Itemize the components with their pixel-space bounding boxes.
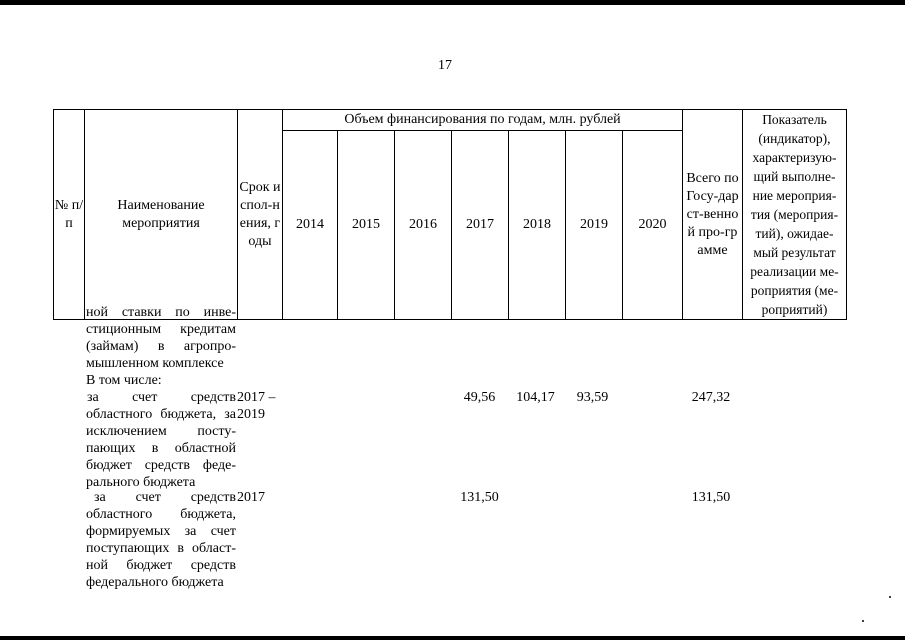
row1-name-line: исключением посту- — [86, 424, 236, 439]
row1-name-line: рального бюджета — [86, 475, 196, 490]
intro-text — [86, 304, 236, 389]
row1-value-2017: 49,56 — [463, 390, 496, 405]
row1-name-line: пающих в областной — [86, 441, 236, 456]
row2-total: 131,50 — [691, 490, 731, 505]
top-border — [0, 0, 905, 5]
header-year-2018: 2018 — [509, 130, 566, 319]
scan-speck — [862, 620, 864, 622]
row1-value-2019: 93,59 — [576, 390, 609, 405]
row1-term-line: 2017 – — [237, 390, 276, 405]
table-header — [53, 109, 847, 320]
page-number: 17 — [438, 58, 452, 73]
row2-name-line: поступающих в област- — [86, 541, 236, 556]
row1-term-line: 2019 — [237, 407, 265, 422]
header-col-term: Срок испол-нения, годы — [238, 110, 283, 320]
header-col-funding: Объем финансирования по годам, млн. рублей — [283, 110, 683, 131]
header-year-2014: 2014 — [283, 130, 338, 319]
header-col-total: Всего по Госу-дарст-венной про-грамме — [683, 110, 743, 320]
row1-name-line: областного бюджета, за — [86, 407, 236, 422]
header-col-name: Наименование мероприятия — [85, 110, 238, 320]
row2-name-line: областного бюджета, — [86, 507, 236, 522]
row2-name-line: формируемых за счет — [86, 524, 236, 539]
row1-name-line: бюджет средств феде- — [86, 458, 236, 473]
row2-name-line: за счет средств — [94, 490, 236, 505]
scan-speck — [889, 596, 891, 598]
intro-line: стиционным кредитам — [86, 322, 236, 337]
header-col-number: № п/п — [54, 110, 85, 320]
row1-total: 247,32 — [691, 390, 731, 405]
row2-value-2017: 131,50 — [460, 490, 499, 505]
row2-name — [86, 489, 236, 591]
header-col-indicator: Показатель (индикатор), характеризую-щий выполне-ние мероприя-тия (мероприя-тий), ожидае-мый результат реализации ме-роприятия (ме-роприятий) — [743, 110, 847, 320]
intro-line: мышленном комплексе — [86, 356, 224, 371]
row1-name-line: за счет средств — [87, 390, 236, 405]
row2-name-line: ной бюджет средств — [86, 558, 236, 573]
header-year-2019: 2019 — [566, 130, 623, 319]
row1-value-2018: 104,17 — [516, 390, 555, 405]
header-year-2020: 2020 — [623, 130, 683, 319]
subheading: В том числе: — [86, 373, 162, 388]
intro-line: ной ставки по инве- — [86, 305, 236, 320]
header-year-2016: 2016 — [395, 130, 452, 319]
row2-term: 2017 — [237, 490, 265, 505]
bottom-border — [0, 636, 905, 640]
row2-name-line: федерального бюджета — [86, 575, 224, 590]
row1-term — [237, 389, 285, 423]
header-year-2015: 2015 — [338, 130, 395, 319]
header-year-2017: 2017 — [452, 130, 509, 319]
row1-name — [86, 389, 236, 491]
intro-line: (займам) в агропро- — [86, 339, 236, 354]
